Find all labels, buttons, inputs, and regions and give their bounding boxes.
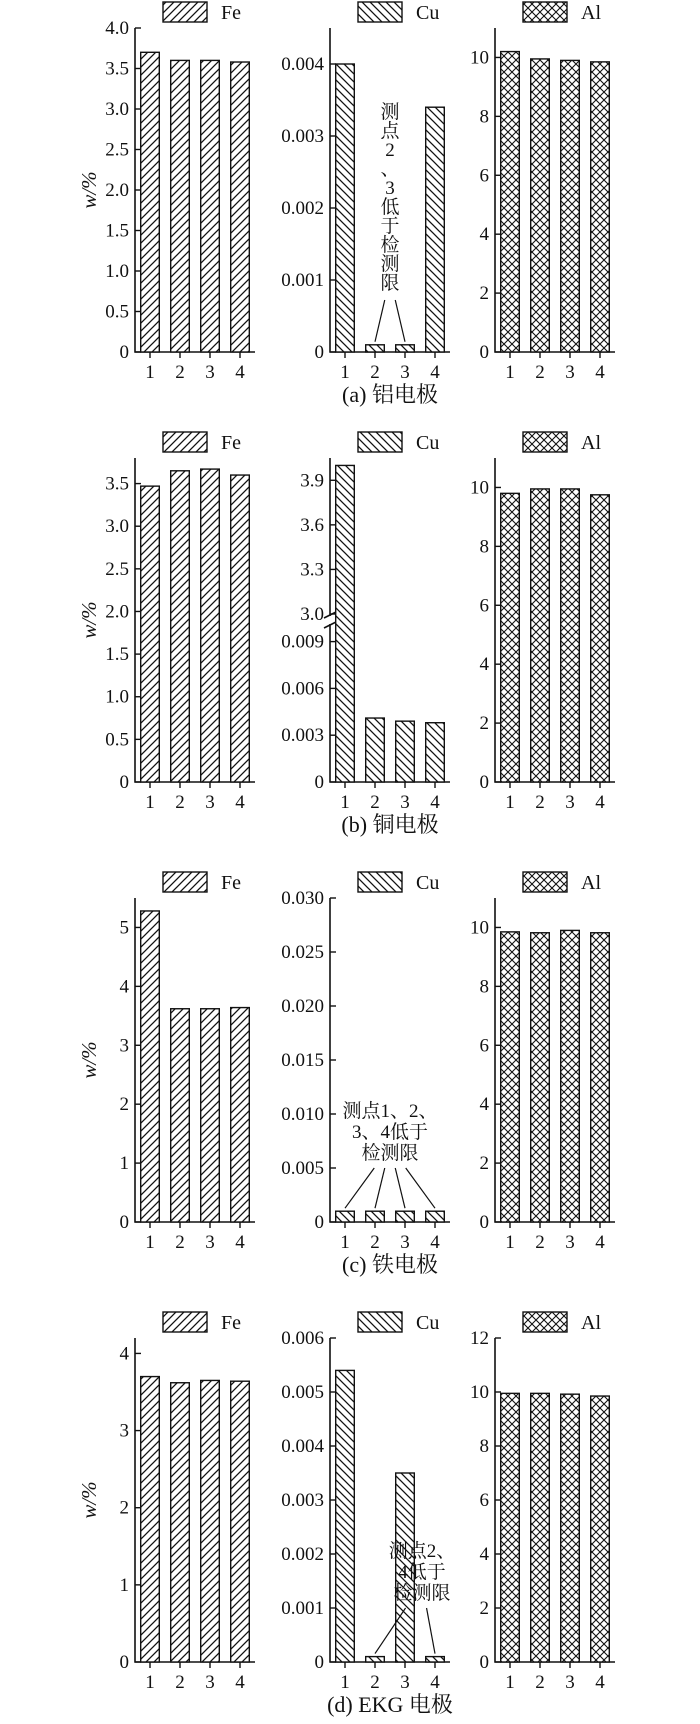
y-tick-label: 0.005	[281, 1158, 324, 1179]
x-tick-label: 2	[370, 1672, 380, 1693]
y-tick-label: 1.0	[105, 261, 129, 282]
bar-fe-3	[201, 60, 220, 352]
below-detection-annotation	[342, 1100, 437, 1208]
x-tick-label: 4	[430, 792, 440, 813]
bar-al-4	[591, 1396, 610, 1662]
y-tick-label: 0.025	[281, 942, 324, 963]
x-tick-label: 4	[235, 362, 245, 383]
bar-fe-1	[141, 1377, 160, 1662]
annotation-leader	[375, 1168, 385, 1208]
y-tick-label: 0.5	[105, 729, 129, 751]
x-tick-label: 1	[145, 362, 155, 383]
bar-al-4	[591, 933, 610, 1222]
bar-al-3	[561, 930, 580, 1222]
annotation-text: 点	[380, 121, 400, 142]
y-tick-label: 1	[119, 1574, 129, 1596]
annotation-text: 于	[380, 216, 400, 237]
bar-cu-2	[366, 1657, 385, 1662]
legend-label-fe: Fe	[221, 432, 241, 454]
y-tick-label: 3.9	[300, 470, 324, 492]
y-tick-label: 10	[470, 1382, 489, 1403]
x-tick-label: 4	[595, 1672, 605, 1693]
x-tick-label: 1	[145, 1672, 155, 1693]
legend-label-al: Al	[581, 1312, 601, 1334]
y-tick-label: 4.0	[105, 18, 129, 39]
bar-fe-3	[201, 469, 220, 782]
y-tick-label: 4	[479, 224, 489, 246]
x-tick-label: 2	[535, 1232, 545, 1253]
legend-label-al: Al	[581, 2, 601, 24]
legend-swatch-fe	[163, 1312, 207, 1332]
panel-b	[77, 432, 615, 837]
legend-label-cu: Cu	[416, 2, 440, 24]
panel-d	[77, 1312, 615, 1717]
x-tick-label: 3	[565, 1232, 575, 1253]
y-tick-label: 2.5	[105, 139, 129, 161]
y-tick-label: 6	[479, 1490, 489, 1511]
y-axis-label: w/%	[77, 1041, 101, 1079]
y-tick-label: 4	[479, 654, 489, 676]
annotation-leader	[406, 1168, 435, 1208]
bar-al-2	[531, 59, 550, 352]
y-tick-label: 2	[479, 1598, 489, 1619]
x-tick-label: 2	[370, 792, 380, 813]
y-tick-label: 2	[119, 1497, 129, 1519]
panel-caption: (d) EKG 电极	[327, 1692, 453, 1717]
y-tick-label: 0	[314, 1652, 324, 1673]
x-tick-label: 4	[430, 1232, 440, 1253]
y-tick-label: 0.030	[281, 888, 324, 909]
x-tick-label: 2	[535, 792, 545, 813]
x-tick-label: 2	[370, 1232, 380, 1253]
legend-swatch-cu	[358, 432, 402, 452]
x-tick-label: 2	[175, 1672, 185, 1693]
y-tick-label: 1.5	[105, 220, 129, 242]
legend-swatch-fe	[163, 2, 207, 22]
bar-fe-1	[141, 911, 160, 1222]
bar-cu-4	[426, 107, 445, 352]
legend-swatch-al	[523, 2, 567, 22]
y-tick-label: 8	[479, 976, 489, 998]
subplot-al	[470, 2, 615, 383]
x-tick-label: 1	[340, 792, 350, 813]
y-tick-label: 3.0	[105, 516, 129, 538]
legend-swatch-al	[523, 872, 567, 892]
bar-al-3	[561, 1394, 580, 1662]
y-tick-label: 3.0	[105, 99, 129, 120]
y-tick-label: 0.002	[281, 1544, 324, 1565]
x-tick-label: 3	[400, 1232, 410, 1253]
legend-swatch-al	[523, 1312, 567, 1332]
y-tick-label: 0	[479, 772, 489, 793]
y-axis-label: w/%	[77, 171, 101, 209]
x-tick-label: 4	[430, 362, 440, 383]
legend-swatch-fe	[163, 872, 207, 892]
y-tick-label: 4	[119, 976, 129, 998]
legend-label-fe: Fe	[221, 872, 241, 894]
y-tick-label: 6	[479, 1035, 489, 1057]
bar-al-1	[501, 52, 520, 352]
y-tick-label: 0	[479, 1212, 489, 1233]
y-tick-label: 2.0	[105, 601, 129, 623]
subplot-fe	[120, 872, 256, 1253]
legend-label-al: Al	[581, 872, 601, 894]
annotation-text: 3	[385, 178, 395, 199]
x-tick-label: 3	[205, 1672, 215, 1693]
x-tick-label: 4	[235, 1232, 245, 1253]
y-tick-label: 0	[314, 772, 324, 793]
bar-fe-2	[171, 1009, 190, 1222]
x-tick-label: 3	[400, 792, 410, 813]
annotation-text: 测点2、	[388, 1541, 456, 1562]
x-tick-label: 4	[595, 792, 605, 813]
legend-label-cu: Cu	[416, 432, 440, 454]
y-tick-label: 8	[479, 1436, 489, 1457]
x-tick-label: 3	[400, 1672, 410, 1693]
legend-label-al: Al	[581, 432, 601, 454]
y-tick-label: 0.001	[281, 270, 324, 291]
bar-fe-1	[141, 486, 160, 782]
bar-al-2	[531, 933, 550, 1222]
bar-fe-3	[201, 1009, 220, 1222]
bar-fe-4	[231, 1381, 250, 1662]
x-tick-label: 4	[595, 1232, 605, 1253]
annotation-text: 测	[380, 102, 400, 123]
subplot-al	[470, 872, 615, 1253]
legend-swatch-fe	[163, 432, 207, 452]
bar-al-2	[531, 1393, 550, 1662]
x-tick-label: 3	[400, 362, 410, 383]
bar-fe-4	[231, 475, 250, 782]
subplot-fe	[120, 1312, 256, 1693]
annotation-text: 3、4低于	[351, 1122, 429, 1143]
bar-cu-1	[336, 1370, 355, 1662]
y-tick-label: 0.006	[281, 678, 324, 700]
subplot-al	[470, 432, 615, 813]
subplot-al	[470, 1312, 615, 1693]
bar-al-1	[501, 932, 520, 1222]
y-tick-label: 0	[119, 1652, 129, 1673]
y-tick-label: 0.015	[281, 1050, 324, 1071]
y-tick-label: 5	[119, 917, 129, 939]
subplot-cu	[281, 432, 450, 813]
x-tick-label: 2	[370, 362, 380, 383]
x-tick-label: 3	[565, 362, 575, 383]
y-tick-label: 4	[479, 1544, 489, 1565]
x-tick-label: 3	[565, 792, 575, 813]
y-tick-label: 2	[479, 1153, 489, 1175]
below-detection-annotation	[375, 1540, 455, 1654]
y-tick-label: 0.010	[281, 1104, 324, 1125]
y-tick-label: 0.005	[281, 1382, 324, 1403]
y-tick-label: 10	[470, 477, 489, 499]
y-tick-label: 0	[119, 1212, 129, 1233]
bar-cu-4	[426, 723, 445, 782]
x-tick-label: 2	[175, 362, 185, 383]
x-tick-label: 4	[235, 1672, 245, 1693]
x-tick-label: 1	[505, 1672, 515, 1693]
y-tick-label: 4	[479, 1094, 489, 1116]
panel-c	[77, 872, 615, 1277]
x-tick-label: 4	[235, 792, 245, 813]
bar-al-1	[501, 493, 520, 782]
x-tick-label: 1	[145, 1232, 155, 1253]
y-tick-label: 0.006	[281, 1328, 324, 1349]
bar-al-1	[501, 1393, 520, 1662]
y-tick-label: 0.003	[281, 126, 324, 147]
x-tick-label: 1	[505, 792, 515, 813]
x-tick-label: 1	[340, 1232, 350, 1253]
legend-label-cu: Cu	[416, 1312, 440, 1334]
annotation-text: 检测限	[393, 1583, 451, 1604]
y-tick-label: 2	[479, 283, 489, 305]
annotation-text: 限	[380, 273, 400, 294]
x-tick-label: 2	[175, 792, 185, 813]
subplot-cu	[281, 2, 450, 383]
y-tick-label: 0	[314, 342, 324, 363]
y-tick-label: 0.020	[281, 996, 324, 1017]
y-axis-line	[330, 898, 450, 1222]
x-tick-label: 4	[595, 362, 605, 383]
legend-label-cu: Cu	[416, 872, 440, 894]
subplot-fe	[105, 432, 255, 813]
annotation-text: 检	[380, 235, 400, 256]
bar-cu-2	[366, 345, 385, 352]
x-tick-label: 2	[535, 1672, 545, 1693]
y-tick-label: 3.5	[105, 473, 129, 495]
bar-cu-4	[426, 1211, 445, 1222]
bar-cu-4	[426, 1657, 445, 1662]
y-tick-label: 1.5	[105, 644, 129, 666]
y-tick-label: 0.003	[281, 1490, 324, 1511]
annotation-text: 低	[380, 197, 400, 218]
panel-caption: (c) 铁电极	[342, 1252, 438, 1277]
y-axis-label: w/%	[77, 1481, 101, 1519]
y-tick-label: 2.0	[105, 180, 129, 201]
bar-fe-2	[171, 1383, 190, 1662]
y-tick-label: 0.002	[281, 198, 324, 219]
bar-fe-4	[231, 1008, 250, 1222]
legend-label-fe: Fe	[221, 1312, 241, 1334]
panel-caption: (a) 铝电极	[342, 382, 438, 407]
legend-label-fe: Fe	[221, 2, 241, 24]
y-tick-label: 3.6	[300, 514, 324, 536]
y-tick-label: 0.001	[281, 1598, 324, 1619]
y-axis-label: w/%	[77, 601, 101, 639]
annotation-text: 、	[380, 159, 400, 180]
bar-cu-3	[396, 345, 415, 352]
y-tick-label: 12	[470, 1328, 489, 1349]
legend-swatch-cu	[358, 872, 402, 892]
annotation-text: 检测限	[361, 1143, 419, 1164]
x-tick-label: 3	[205, 362, 215, 383]
y-tick-label: 0.004	[281, 54, 324, 75]
y-tick-label: 10	[470, 47, 489, 69]
y-tick-label: 3	[119, 1420, 129, 1442]
annotation-leader	[427, 1608, 435, 1654]
bar-al-2	[531, 489, 550, 782]
x-tick-label: 3	[565, 1672, 575, 1693]
y-tick-label: 8	[479, 536, 489, 558]
y-tick-label: 0.004	[281, 1436, 324, 1457]
x-tick-label: 3	[205, 1232, 215, 1253]
annotation-leader	[375, 300, 385, 342]
x-tick-label: 2	[175, 1232, 185, 1253]
y-tick-label: 0	[314, 1212, 324, 1233]
legend-swatch-cu	[358, 1312, 402, 1332]
y-tick-label: 3.0	[300, 604, 324, 625]
bar-cu-3	[396, 721, 415, 782]
below-detection-annotation	[375, 101, 405, 342]
subplot-cu	[281, 872, 450, 1253]
annotation-leader	[395, 300, 405, 342]
bar-al-4	[591, 495, 610, 782]
x-tick-label: 1	[340, 1672, 350, 1693]
bar-fe-3	[201, 1380, 220, 1662]
y-tick-label: 0.009	[281, 631, 324, 653]
x-tick-label: 1	[340, 362, 350, 383]
x-tick-label: 2	[535, 362, 545, 383]
y-tick-label: 0	[119, 772, 129, 793]
bar-fe-4	[231, 62, 250, 352]
y-tick-label: 3.5	[105, 58, 129, 80]
x-tick-label: 4	[430, 1672, 440, 1693]
annotation-text: 测	[380, 254, 400, 275]
panel-a	[77, 2, 615, 407]
y-tick-label: 6	[479, 595, 489, 617]
annotation-text: 测点1、2、	[342, 1101, 438, 1122]
x-tick-label: 1	[145, 792, 155, 813]
y-tick-label: 2	[479, 713, 489, 735]
subplot-cu	[281, 1312, 455, 1693]
y-tick-label: 6	[479, 165, 489, 187]
annotation-leader	[345, 1168, 374, 1208]
subplot-fe	[105, 2, 255, 383]
annotation-text: 4低于	[398, 1562, 446, 1583]
y-tick-label: 3	[119, 1035, 129, 1057]
bar-cu-1	[336, 1211, 355, 1222]
y-tick-label: 0.003	[281, 725, 324, 747]
bar-cu-1	[336, 64, 355, 352]
y-tick-label: 0	[479, 342, 489, 363]
y-tick-label: 0	[479, 1652, 489, 1673]
legend-swatch-al	[523, 432, 567, 452]
y-tick-label: 8	[479, 106, 489, 128]
y-tick-label: 2.5	[105, 558, 129, 580]
x-tick-label: 1	[505, 1232, 515, 1253]
y-tick-label: 1.0	[105, 686, 129, 708]
y-tick-label: 2	[119, 1094, 129, 1116]
bar-fe-2	[171, 471, 190, 782]
bar-al-3	[561, 60, 580, 352]
y-tick-label: 0	[119, 342, 129, 363]
y-tick-label: 4	[119, 1343, 129, 1365]
annotation-text: 2	[385, 140, 395, 161]
bar-cu-3	[396, 1211, 415, 1222]
y-tick-label: 0.5	[105, 301, 129, 323]
y-tick-label: 10	[470, 917, 489, 939]
bar-cu-2	[366, 718, 385, 782]
x-tick-label: 3	[205, 792, 215, 813]
bar-cu-2	[366, 1211, 385, 1222]
bar-al-4	[591, 62, 610, 352]
bar-al-3	[561, 489, 580, 782]
annotation-leader	[395, 1168, 405, 1208]
bar-fe-1	[141, 52, 160, 352]
y-tick-label: 3.3	[300, 559, 324, 581]
bar-fe-2	[171, 60, 190, 352]
panel-caption: (b) 铜电极	[341, 812, 439, 837]
bar-cu-1	[336, 465, 355, 782]
x-tick-label: 1	[505, 362, 515, 383]
legend-swatch-cu	[358, 2, 402, 22]
y-tick-label: 1	[119, 1153, 129, 1175]
